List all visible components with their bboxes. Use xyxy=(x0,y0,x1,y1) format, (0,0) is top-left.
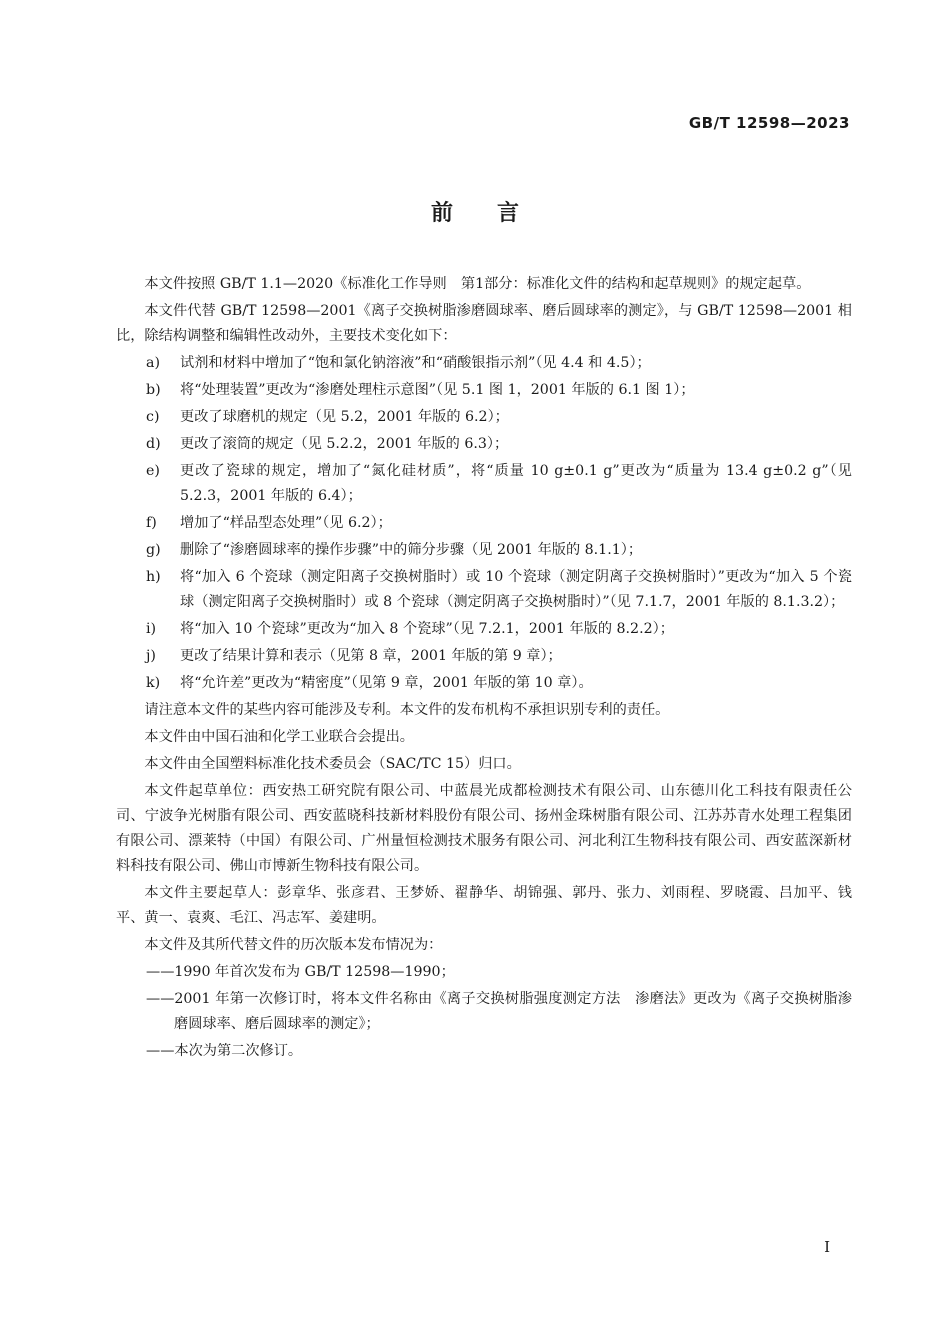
foreword-body xyxy=(116,272,852,1064)
list-text: 将“加入 10 个瓷球”更改为“加入 8 个瓷球”（见 7.2.1，2001 年版的 8.2.2）； xyxy=(180,621,674,637)
history-item: ——本次为第二次修订。 xyxy=(146,1043,303,1059)
list-label: j) xyxy=(146,648,156,664)
list-label: c) xyxy=(146,409,160,425)
list-item xyxy=(116,459,852,509)
list-text: 将“处理装置”更改为“渗磨处理柱示意图”（见 5.1 图 1，2001 年版的 6.1 图 1）； xyxy=(180,382,695,398)
proposed-by: 本文件由中国石油和化学工业联合会提出。 xyxy=(144,729,414,745)
list-item xyxy=(116,565,852,615)
centralized-by: 本文件由全国塑料标准化技术委员会（SAC/TC 15）归口。 xyxy=(144,756,521,772)
list-text: 增加了“样品型态处理”（见 6.2）； xyxy=(180,515,392,531)
paragraph-drafting-rules: 本文件按照 GB/T 1.1—2020《标准化工作导则 第1部分：标准化文件的结构和起草规则》的规定起草。 xyxy=(144,276,811,292)
history-item: ——2001 年第一次修订时，将本文件名称由《离子交换树脂强度测定方法 渗磨法》更改为《离子交换树脂渗磨圆球率、磨后圆球率的测定》； xyxy=(146,991,852,1032)
drafting-units: 本文件起草单位：西安热工研究院有限公司、中蓝晨光成都检测技术有限公司、山东德川化工科技有限责任公司、宁波争光树脂有限公司、西安蓝晓科技新材料股份有限公司、扬州金珠树脂有限公司、江苏苏青水处理工程集团有限公司、漂莱特（中国）有限公司、广州量恒检测技术服务有限公司、河北利江生物科技有限公司、西安蓝深新材料科技有限公司、佛山市博新生物科技有限公司。 xyxy=(116,783,852,874)
list-text: 更改了滚筒的规定（见 5.2.2，2001 年版的 6.3）； xyxy=(180,436,509,452)
list-label: b) xyxy=(146,382,161,398)
list-label: d) xyxy=(146,436,161,452)
list-item xyxy=(116,538,852,563)
standard-number: GB/T 12598—2023 xyxy=(688,114,850,132)
page-number: I xyxy=(824,1238,830,1256)
page-title xyxy=(0,196,950,227)
list-item xyxy=(116,432,852,457)
list-label: e) xyxy=(146,463,160,479)
changes-list xyxy=(116,351,852,696)
list-item xyxy=(116,351,852,376)
list-text: 更改了球磨机的规定（见 5.2，2001 年版的 6.2）； xyxy=(180,409,509,425)
list-label: k) xyxy=(146,675,161,691)
main-drafters: 本文件主要起草人：彭章华、张彦君、王梦娇、翟静华、胡锦强、郭丹、张力、刘雨程、罗晓霞、吕加平、钱平、黄一、袁爽、毛江、冯志军、姜建明。 xyxy=(116,885,852,926)
list-text: 更改了结果计算和表示（见第 8 章，2001 年版的第 9 章）； xyxy=(180,648,562,664)
list-label: a) xyxy=(146,355,160,371)
list-item xyxy=(116,405,852,430)
list-item xyxy=(116,671,852,696)
history-list xyxy=(116,960,852,1064)
list-item xyxy=(116,644,852,669)
history-item: ——1990 年首次发布为 GB/T 12598—1990； xyxy=(146,964,455,980)
title-char-2: 言 xyxy=(497,201,520,226)
history-intro: 本文件及其所代替文件的历次版本发布情况为： xyxy=(144,937,443,953)
list-text: 将“加入 6 个瓷球（测定阳离子交换树脂时）或 10 个瓷球（测定阴离子交换树脂时）”更改为“加入 5 个瓷球（测定阳离子交换树脂时）或 8 个瓷球（测定阴离子交换树脂时）”（见 7.1.7，2001 年版的 8.1.3.2）； xyxy=(180,569,852,610)
list-label: g) xyxy=(146,542,161,558)
list-text: 试剂和材料中增加了“饱和氯化钠溶液”和“硝酸银指示剂”（见 4.4 和 4.5）； xyxy=(180,355,651,371)
list-label: i) xyxy=(146,621,157,637)
list-label: h) xyxy=(146,569,161,585)
list-label: f) xyxy=(146,515,157,531)
list-item xyxy=(116,511,852,536)
list-item xyxy=(116,617,852,642)
patent-notice: 请注意本文件的某些内容可能涉及专利。本文件的发布机构不承担识别专利的责任。 xyxy=(144,702,670,718)
title-char-1: 前 xyxy=(430,201,453,226)
paragraph-replacement: 本文件代替 GB/T 12598—2001《离子交换树脂渗磨圆球率、磨后圆球率的测定》，与 GB/T 12598—2001 相比，除结构调整和编辑性改动外，主要技术变化如下： xyxy=(116,303,852,344)
list-text: 更改了瓷球的规定，增加了“氮化硅材质”，将“质量 10 g±0.1 g”更改为“质量为 13.4 g±0.2 g”（见 5.2.3，2001 年版的 6.4）； xyxy=(180,463,852,504)
list-text: 将“允许差”更改为“精密度”（见第 9 章，2001 年版的第 10 章）。 xyxy=(180,675,593,691)
list-text: 删除了“渗磨圆球率的操作步骤”中的筛分步骤（见 2001 年版的 8.1.1）； xyxy=(180,542,643,558)
list-item xyxy=(116,378,852,403)
